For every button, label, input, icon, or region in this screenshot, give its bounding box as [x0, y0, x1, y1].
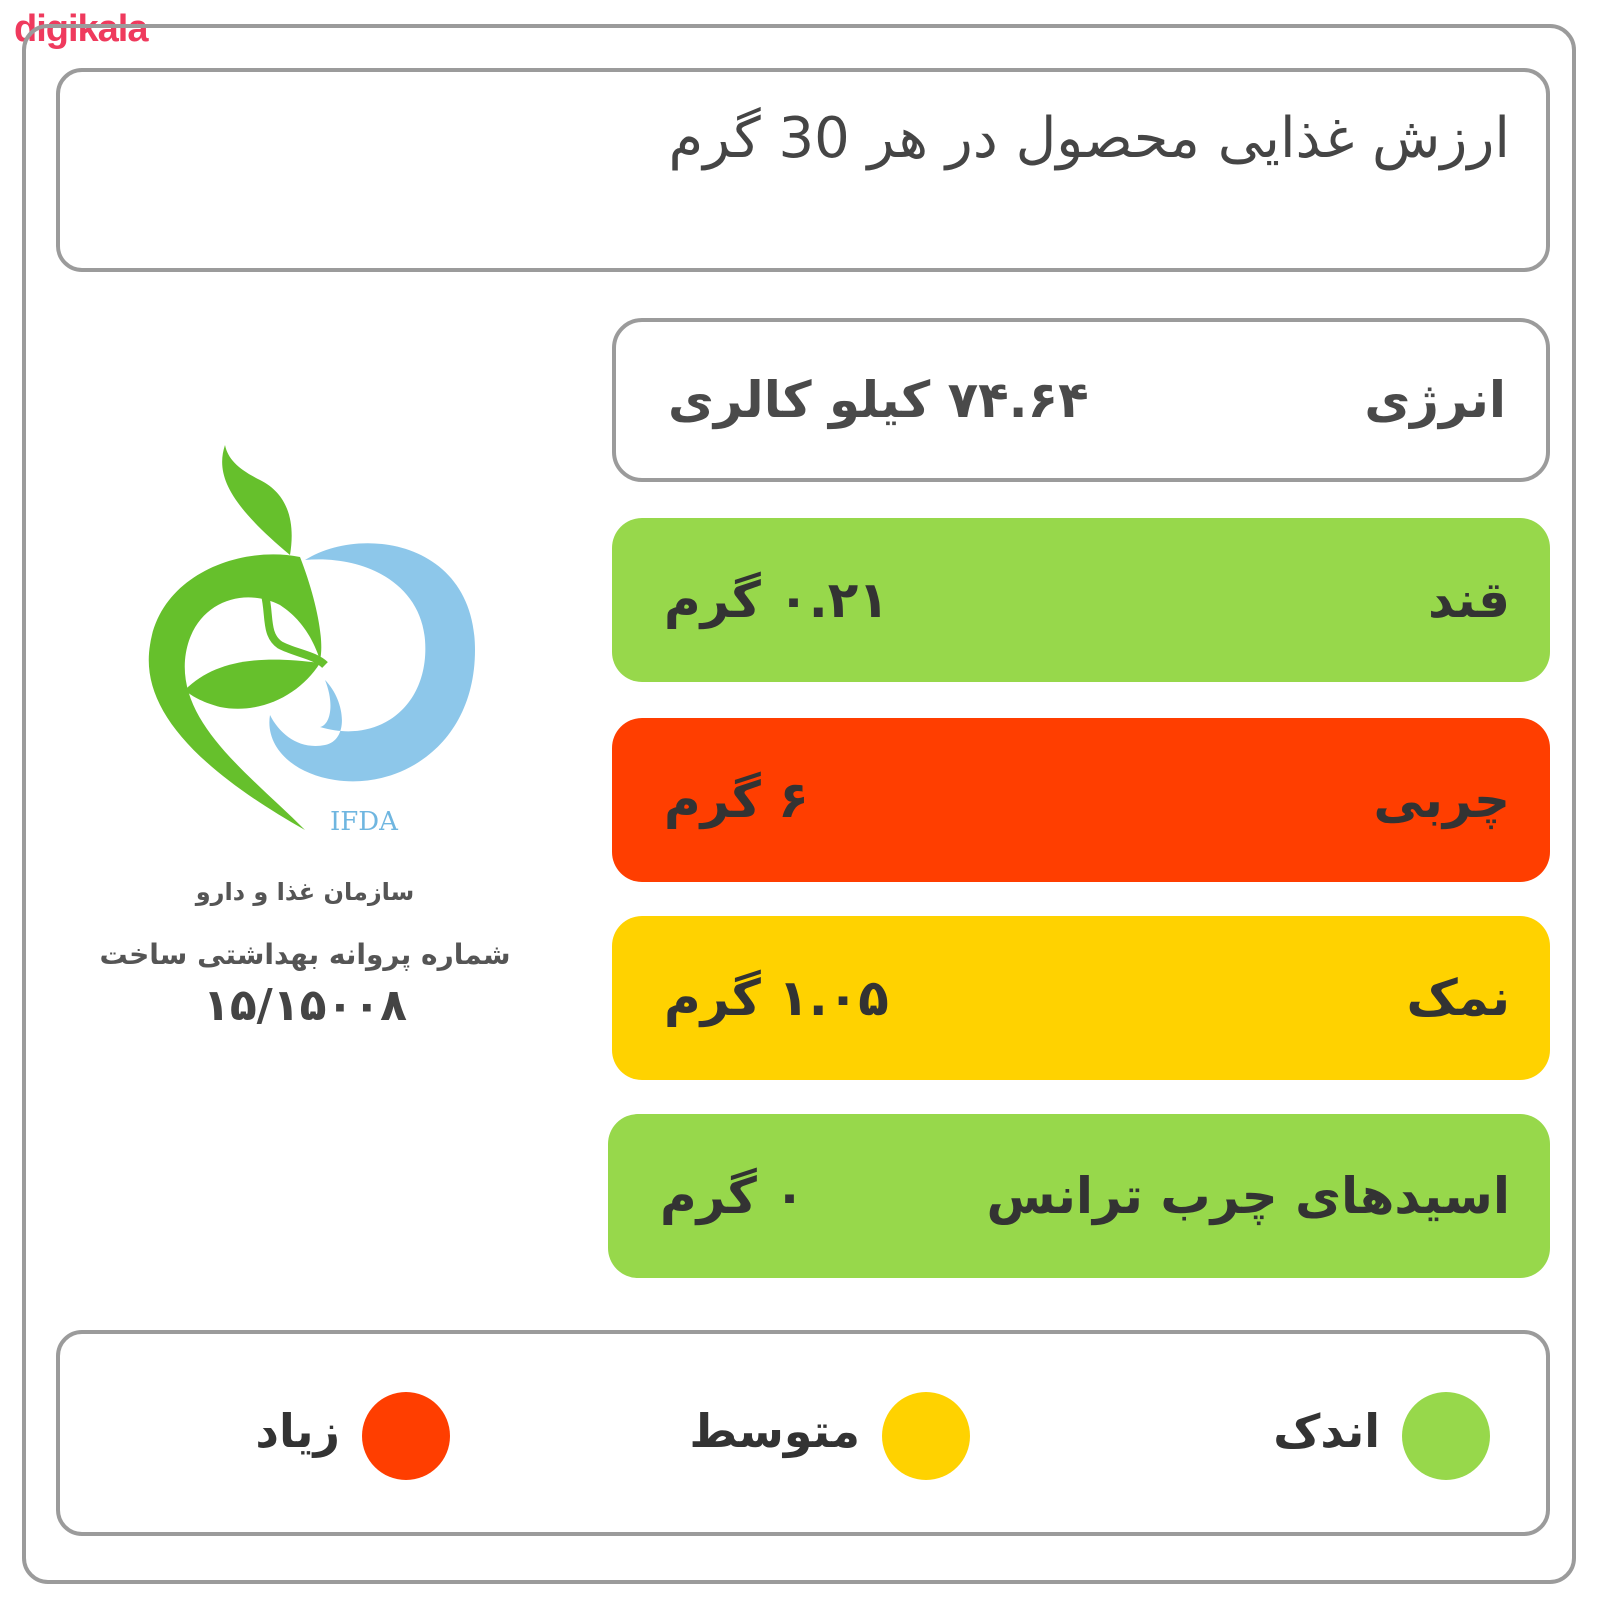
nutrient-value: ۱.۰۵ گرم [664, 969, 889, 1027]
legend-item-medium [650, 1392, 970, 1480]
page-title: ارزش غذایی محصول در هر 30 گرم [668, 106, 1510, 171]
nutrient-label: اسیدهای چرب ترانس [986, 1167, 1510, 1225]
nutrient-value: ۶ گرم [664, 771, 809, 829]
nutrient-row-fat [612, 718, 1550, 882]
nutrient-row-salt [612, 916, 1550, 1080]
nutrient-label: چربی [1373, 771, 1510, 829]
nutrient-row-sugar [612, 518, 1550, 682]
license-number: ۱۵/۱۵۰۰۸ [202, 980, 408, 1031]
nutrient-label: نمک [1406, 969, 1510, 1027]
header-box [56, 68, 1550, 272]
nutrient-value: ۰ گرم [660, 1167, 805, 1225]
legend-label: اندک [1273, 1404, 1380, 1458]
organization-name: سازمان غذا و دارو [195, 878, 415, 906]
license-label: شماره پروانه بهداشتی ساخت [99, 938, 511, 971]
legend-dot-low [1402, 1392, 1490, 1480]
ifda-apple-logo-icon [120, 445, 500, 845]
legend [56, 1330, 1550, 1536]
legend-label: زیاد [255, 1404, 340, 1458]
nutrient-label: قند [1427, 571, 1510, 629]
digikala-logo: digikala [14, 8, 148, 50]
legend-item-low [1200, 1392, 1490, 1480]
nutrient-row-trans-fat [608, 1114, 1550, 1278]
legend-label: متوسط [689, 1404, 860, 1458]
nutrient-row-energy [612, 318, 1550, 482]
ifda-logo-text: IFDA [330, 807, 398, 837]
nutrient-label: انرژی [1364, 371, 1506, 429]
nutrient-value: ۰.۲۱ گرم [664, 571, 889, 629]
legend-item-high [170, 1392, 450, 1480]
legend-dot-high [362, 1392, 450, 1480]
legend-dot-medium [882, 1392, 970, 1480]
nutrient-value: ۷۴.۶۴ کیلو کالری [668, 371, 1089, 429]
